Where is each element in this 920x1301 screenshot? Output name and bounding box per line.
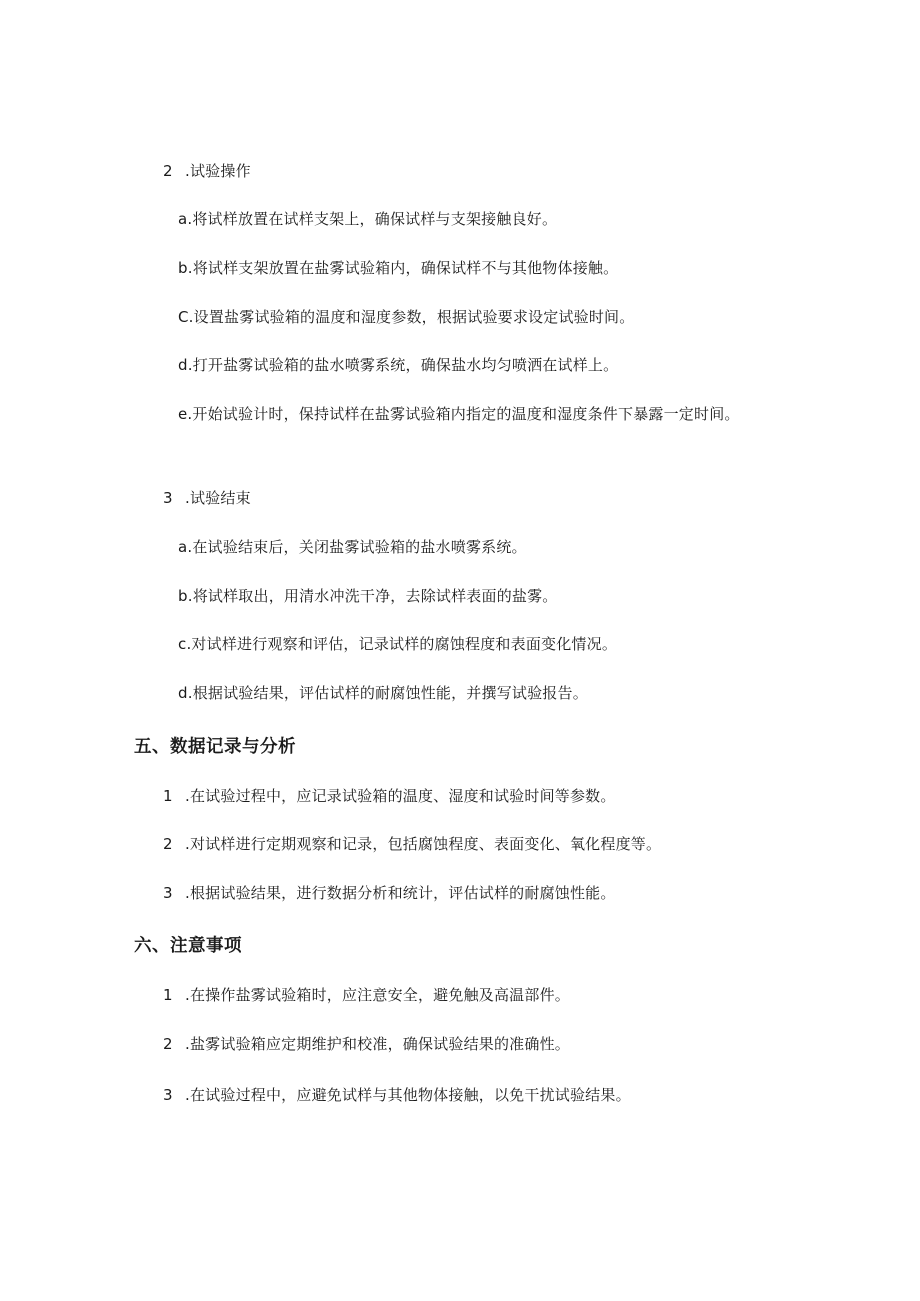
list-item: b.将试样取出，用清水冲洗干净，去除试样表面的盐雾。 <box>178 587 558 605</box>
section-heading <box>163 161 251 181</box>
item-text: .在试验过程中，应记录试验箱的温度、湿度和试验时间等参数。 <box>185 787 616 805</box>
list-item: a.将试样放置在试样支架上，确保试样与支架接触良好。 <box>178 210 558 228</box>
section-number: 2 <box>163 162 173 180</box>
numbered-item <box>163 786 616 806</box>
item-number: 1 <box>163 986 173 1004</box>
list-item: b.将试样支架放置在盐雾试验箱内，确保试样不与其他物体接触。 <box>178 259 619 277</box>
item-number: 1 <box>163 787 173 805</box>
numbered-item <box>163 1085 631 1105</box>
item-text: .在试验过程中，应避免试样与其他物体接触，以免干扰试验结果。 <box>185 1086 631 1104</box>
item-text: .对试样进行定期观察和记录，包括腐蚀程度、表面变化、氧化程度等。 <box>185 835 662 853</box>
chapter-heading: 六、注意事项 <box>134 936 242 956</box>
section-number: 3 <box>163 489 173 507</box>
section-title: .试验结束 <box>185 489 251 507</box>
list-item: c.对试样进行观察和评估，记录试样的腐蚀程度和表面变化情况。 <box>178 635 618 653</box>
list-item: C.设置盐雾试验箱的温度和湿度参数，根据试验要求设定试验时间。 <box>178 308 635 326</box>
list-item: d.根据试验结果，评估试样的耐腐蚀性能，并撰写试验报告。 <box>178 684 588 702</box>
numbered-item <box>163 985 570 1005</box>
item-text: .根据试验结果，进行数据分析和统计，评估试样的耐腐蚀性能。 <box>185 884 616 902</box>
item-number: 3 <box>163 1086 173 1104</box>
list-item: e.开始试验计时，保持试样在盐雾试验箱内指定的温度和湿度条件下暴露一定时间。 <box>178 405 740 423</box>
item-text: .在操作盐雾试验箱时，应注意安全，避免触及高温部件。 <box>185 986 570 1004</box>
numbered-item <box>163 883 616 903</box>
section-title: .试验操作 <box>185 162 251 180</box>
item-number: 3 <box>163 884 173 902</box>
numbered-item <box>163 834 661 854</box>
item-number: 2 <box>163 1035 173 1053</box>
section-heading <box>163 488 251 508</box>
list-item: d.打开盐雾试验箱的盐水喷雾系统，确保盐水均匀喷洒在试样上。 <box>178 356 619 374</box>
item-number: 2 <box>163 835 173 853</box>
list-item: a.在试验结束后，关闭盐雾试验箱的盐水喷雾系统。 <box>178 538 527 556</box>
item-text: .盐雾试验箱应定期维护和校准，确保试验结果的准确性。 <box>185 1035 570 1053</box>
chapter-heading: 五、数据记录与分析 <box>134 737 296 757</box>
numbered-item <box>163 1034 570 1054</box>
